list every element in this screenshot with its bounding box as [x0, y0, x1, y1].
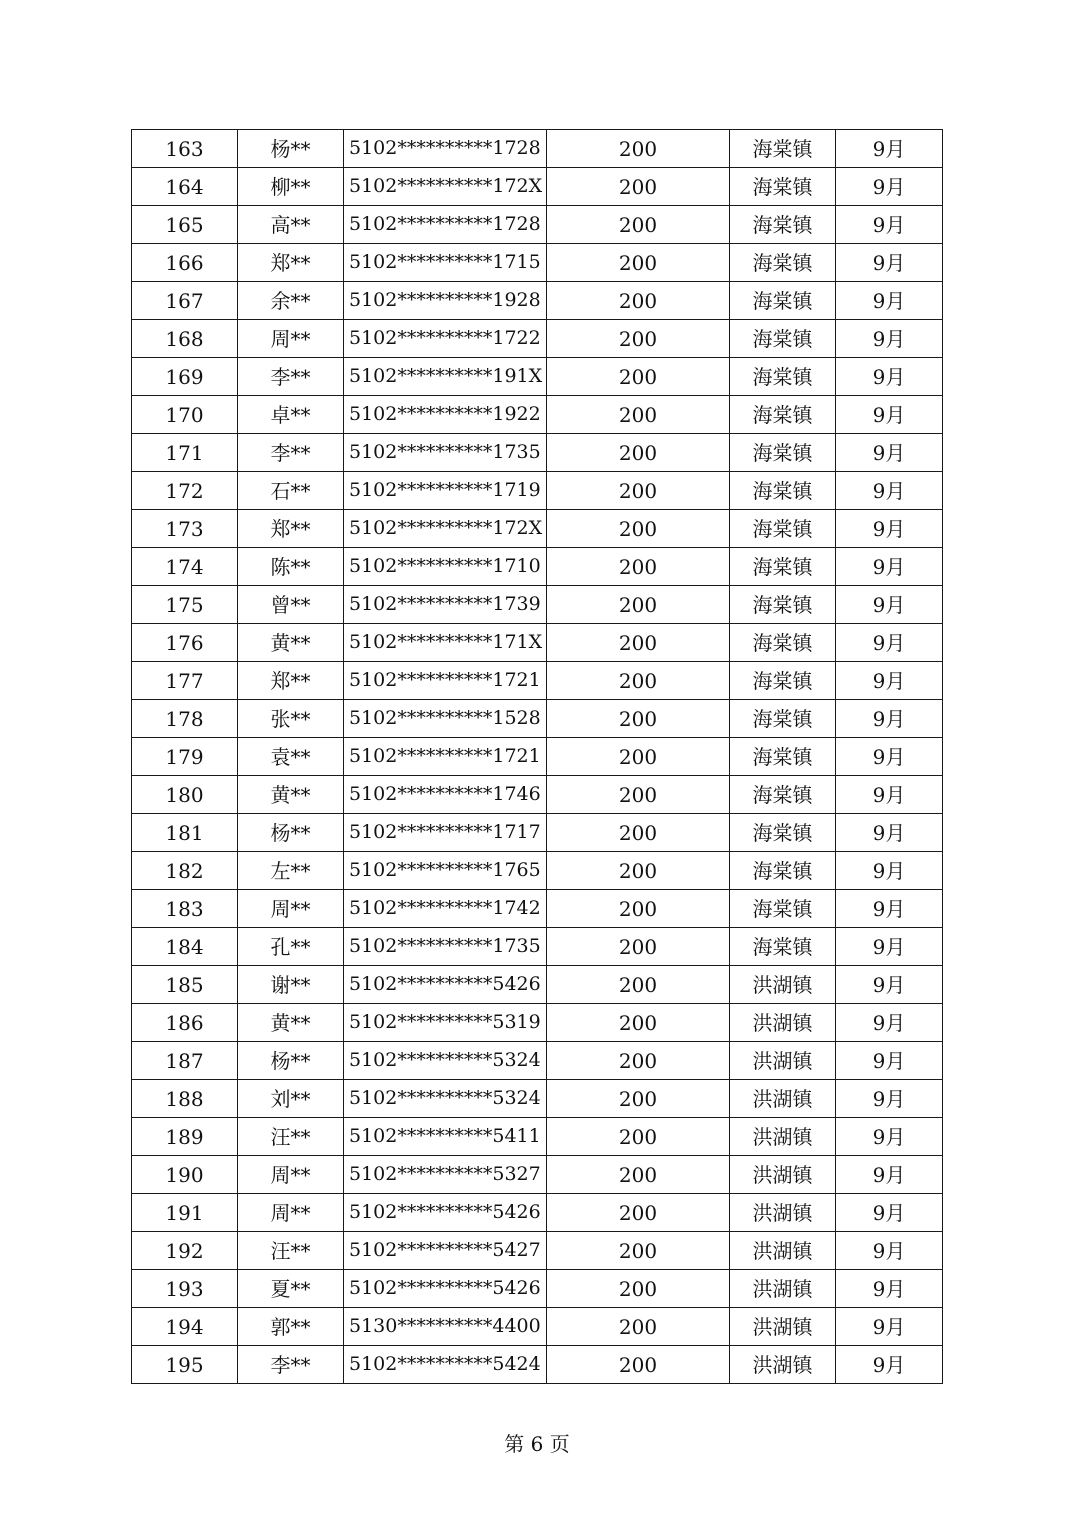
cell-month: 9月 — [836, 1042, 943, 1080]
cell-index: 175 — [132, 586, 238, 624]
table-row — [132, 434, 943, 472]
cell-month: 9月 — [836, 1194, 943, 1232]
cell-index: 186 — [132, 1004, 238, 1042]
cell-month: 9月 — [836, 510, 943, 548]
cell-index: 169 — [132, 358, 238, 396]
cell-name: 石** — [238, 472, 344, 510]
cell-index: 167 — [132, 282, 238, 320]
cell-index: 163 — [132, 130, 238, 168]
cell-amount: 200 — [547, 966, 730, 1004]
cell-id-number: 5102**********5426 — [344, 1194, 547, 1232]
table-row — [132, 586, 943, 624]
cell-name: 杨** — [238, 814, 344, 852]
cell-month: 9月 — [836, 586, 943, 624]
cell-index: 192 — [132, 1232, 238, 1270]
cell-amount: 200 — [547, 662, 730, 700]
cell-id-number: 5102**********1719 — [344, 472, 547, 510]
table-row — [132, 1042, 943, 1080]
table-row — [132, 738, 943, 776]
cell-name: 杨** — [238, 1042, 344, 1080]
cell-id-number: 5102**********1746 — [344, 776, 547, 814]
cell-id-number: 5102**********1722 — [344, 320, 547, 358]
cell-month: 9月 — [836, 244, 943, 282]
cell-amount: 200 — [547, 320, 730, 358]
table-row — [132, 510, 943, 548]
cell-index: 191 — [132, 1194, 238, 1232]
cell-month: 9月 — [836, 1156, 943, 1194]
cell-id-number: 5102**********5324 — [344, 1042, 547, 1080]
cell-id-number: 5102**********5426 — [344, 966, 547, 1004]
table-row — [132, 624, 943, 662]
cell-id-number: 5102**********1922 — [344, 396, 547, 434]
cell-town: 海棠镇 — [730, 662, 836, 700]
cell-month: 9月 — [836, 206, 943, 244]
cell-name: 周** — [238, 1156, 344, 1194]
cell-index: 166 — [132, 244, 238, 282]
cell-month: 9月 — [836, 434, 943, 472]
cell-name: 李** — [238, 1346, 344, 1384]
cell-town: 海棠镇 — [730, 282, 836, 320]
cell-name: 卓** — [238, 396, 344, 434]
cell-name: 李** — [238, 434, 344, 472]
table-row — [132, 890, 943, 928]
cell-amount: 200 — [547, 130, 730, 168]
cell-town: 海棠镇 — [730, 928, 836, 966]
cell-name: 刘** — [238, 1080, 344, 1118]
cell-month: 9月 — [836, 168, 943, 206]
cell-town: 海棠镇 — [730, 776, 836, 814]
cell-amount: 200 — [547, 814, 730, 852]
cell-amount: 200 — [547, 358, 730, 396]
cell-town: 洪湖镇 — [730, 1156, 836, 1194]
table-row — [132, 282, 943, 320]
cell-name: 周** — [238, 1194, 344, 1232]
cell-index: 179 — [132, 738, 238, 776]
cell-month: 9月 — [836, 548, 943, 586]
cell-id-number: 5102**********5424 — [344, 1346, 547, 1384]
cell-name: 黄** — [238, 1004, 344, 1042]
cell-town: 洪湖镇 — [730, 1118, 836, 1156]
cell-index: 184 — [132, 928, 238, 966]
cell-town: 海棠镇 — [730, 168, 836, 206]
cell-id-number: 5102**********1728 — [344, 206, 547, 244]
cell-month: 9月 — [836, 662, 943, 700]
cell-name: 黄** — [238, 624, 344, 662]
cell-amount: 200 — [547, 510, 730, 548]
cell-index: 164 — [132, 168, 238, 206]
cell-town: 海棠镇 — [730, 206, 836, 244]
cell-id-number: 5102**********5426 — [344, 1270, 547, 1308]
cell-name: 周** — [238, 890, 344, 928]
cell-month: 9月 — [836, 320, 943, 358]
cell-id-number: 5102**********1765 — [344, 852, 547, 890]
cell-town: 海棠镇 — [730, 434, 836, 472]
table-row — [132, 1156, 943, 1194]
cell-town: 洪湖镇 — [730, 1346, 836, 1384]
cell-name: 郑** — [238, 662, 344, 700]
table-row — [132, 1346, 943, 1384]
cell-name: 汪** — [238, 1232, 344, 1270]
cell-month: 9月 — [836, 700, 943, 738]
table-row — [132, 966, 943, 1004]
cell-month: 9月 — [836, 282, 943, 320]
cell-month: 9月 — [836, 396, 943, 434]
cell-id-number: 5102**********1735 — [344, 434, 547, 472]
cell-index: 165 — [132, 206, 238, 244]
cell-town: 海棠镇 — [730, 624, 836, 662]
cell-amount: 200 — [547, 1080, 730, 1118]
cell-id-number: 5102**********1528 — [344, 700, 547, 738]
cell-index: 174 — [132, 548, 238, 586]
cell-town: 海棠镇 — [730, 890, 836, 928]
cell-id-number: 5102**********1928 — [344, 282, 547, 320]
cell-amount: 200 — [547, 776, 730, 814]
cell-month: 9月 — [836, 1232, 943, 1270]
cell-month: 9月 — [836, 1080, 943, 1118]
table-row — [132, 130, 943, 168]
cell-name: 李** — [238, 358, 344, 396]
cell-month: 9月 — [836, 1270, 943, 1308]
cell-town: 海棠镇 — [730, 320, 836, 358]
cell-name: 郑** — [238, 510, 344, 548]
cell-amount: 200 — [547, 852, 730, 890]
table-row — [132, 472, 943, 510]
cell-name: 周** — [238, 320, 344, 358]
cell-index: 171 — [132, 434, 238, 472]
cell-index: 168 — [132, 320, 238, 358]
cell-amount: 200 — [547, 1004, 730, 1042]
cell-town: 海棠镇 — [730, 396, 836, 434]
table-row — [132, 1118, 943, 1156]
cell-town: 海棠镇 — [730, 510, 836, 548]
table-row — [132, 852, 943, 890]
cell-name: 郑** — [238, 244, 344, 282]
table-row — [132, 358, 943, 396]
cell-index: 173 — [132, 510, 238, 548]
cell-amount: 200 — [547, 1308, 730, 1346]
cell-amount: 200 — [547, 890, 730, 928]
cell-id-number: 5102**********191X — [344, 358, 547, 396]
table-body — [132, 130, 943, 1384]
cell-town: 海棠镇 — [730, 814, 836, 852]
cell-town: 海棠镇 — [730, 548, 836, 586]
table-row — [132, 1194, 943, 1232]
table-row — [132, 1004, 943, 1042]
cell-name: 曾** — [238, 586, 344, 624]
cell-amount: 200 — [547, 1346, 730, 1384]
cell-id-number: 5102**********5324 — [344, 1080, 547, 1118]
cell-name: 汪** — [238, 1118, 344, 1156]
cell-index: 176 — [132, 624, 238, 662]
cell-amount: 200 — [547, 434, 730, 472]
table-row — [132, 1232, 943, 1270]
cell-amount: 200 — [547, 472, 730, 510]
cell-town: 海棠镇 — [730, 130, 836, 168]
cell-name: 谢** — [238, 966, 344, 1004]
cell-index: 180 — [132, 776, 238, 814]
table-row — [132, 168, 943, 206]
cell-name: 余** — [238, 282, 344, 320]
cell-month: 9月 — [836, 776, 943, 814]
cell-id-number: 5102**********1710 — [344, 548, 547, 586]
cell-index: 194 — [132, 1308, 238, 1346]
cell-amount: 200 — [547, 624, 730, 662]
cell-id-number: 5102**********1735 — [344, 928, 547, 966]
cell-name: 张** — [238, 700, 344, 738]
cell-month: 9月 — [836, 1308, 943, 1346]
cell-town: 洪湖镇 — [730, 1194, 836, 1232]
cell-month: 9月 — [836, 738, 943, 776]
cell-index: 182 — [132, 852, 238, 890]
cell-town: 洪湖镇 — [730, 1270, 836, 1308]
cell-index: 190 — [132, 1156, 238, 1194]
cell-name: 夏** — [238, 1270, 344, 1308]
table-row — [132, 244, 943, 282]
table-row — [132, 548, 943, 586]
cell-name: 高** — [238, 206, 344, 244]
cell-amount: 200 — [547, 206, 730, 244]
cell-month: 9月 — [836, 928, 943, 966]
cell-town: 洪湖镇 — [730, 1308, 836, 1346]
cell-town: 海棠镇 — [730, 586, 836, 624]
cell-id-number: 5102**********1721 — [344, 738, 547, 776]
cell-amount: 200 — [547, 1232, 730, 1270]
cell-index: 185 — [132, 966, 238, 1004]
cell-id-number: 5102**********171X — [344, 624, 547, 662]
table-row — [132, 776, 943, 814]
cell-id-number: 5102**********1742 — [344, 890, 547, 928]
cell-id-number: 5102**********1715 — [344, 244, 547, 282]
cell-id-number: 5102**********1739 — [344, 586, 547, 624]
cell-town: 洪湖镇 — [730, 1042, 836, 1080]
cell-name: 陈** — [238, 548, 344, 586]
cell-amount: 200 — [547, 1270, 730, 1308]
cell-index: 178 — [132, 700, 238, 738]
cell-id-number: 5130**********4400 — [344, 1308, 547, 1346]
page-number: 第 6 页 — [504, 1432, 570, 1456]
table-row — [132, 700, 943, 738]
cell-index: 195 — [132, 1346, 238, 1384]
cell-town: 洪湖镇 — [730, 1232, 836, 1270]
cell-month: 9月 — [836, 130, 943, 168]
cell-id-number: 5102**********5319 — [344, 1004, 547, 1042]
cell-index: 193 — [132, 1270, 238, 1308]
cell-town: 海棠镇 — [730, 700, 836, 738]
cell-id-number: 5102**********5411 — [344, 1118, 547, 1156]
table-row — [132, 662, 943, 700]
cell-town: 海棠镇 — [730, 358, 836, 396]
cell-id-number: 5102**********5427 — [344, 1232, 547, 1270]
cell-town: 海棠镇 — [730, 244, 836, 282]
cell-index: 172 — [132, 472, 238, 510]
cell-month: 9月 — [836, 966, 943, 1004]
cell-index: 188 — [132, 1080, 238, 1118]
cell-town: 海棠镇 — [730, 738, 836, 776]
cell-amount: 200 — [547, 1042, 730, 1080]
cell-amount: 200 — [547, 586, 730, 624]
cell-amount: 200 — [547, 738, 730, 776]
cell-name: 柳** — [238, 168, 344, 206]
cell-id-number: 5102**********1717 — [344, 814, 547, 852]
table-row — [132, 814, 943, 852]
table-row — [132, 320, 943, 358]
cell-town: 洪湖镇 — [730, 1004, 836, 1042]
cell-name: 袁** — [238, 738, 344, 776]
cell-name: 黄** — [238, 776, 344, 814]
cell-id-number: 5102**********5327 — [344, 1156, 547, 1194]
cell-month: 9月 — [836, 1004, 943, 1042]
cell-name: 左** — [238, 852, 344, 890]
cell-amount: 200 — [547, 396, 730, 434]
table-row — [132, 1308, 943, 1346]
cell-month: 9月 — [836, 814, 943, 852]
cell-town: 海棠镇 — [730, 852, 836, 890]
cell-index: 181 — [132, 814, 238, 852]
cell-index: 189 — [132, 1118, 238, 1156]
cell-id-number: 5102**********172X — [344, 510, 547, 548]
cell-amount: 200 — [547, 1156, 730, 1194]
recipient-table — [131, 129, 943, 1384]
cell-town: 海棠镇 — [730, 472, 836, 510]
cell-month: 9月 — [836, 890, 943, 928]
cell-index: 177 — [132, 662, 238, 700]
table-row — [132, 206, 943, 244]
cell-month: 9月 — [836, 1346, 943, 1384]
cell-name: 孔** — [238, 928, 344, 966]
cell-name: 郭** — [238, 1308, 344, 1346]
table-row — [132, 928, 943, 966]
cell-index: 183 — [132, 890, 238, 928]
cell-town: 洪湖镇 — [730, 1080, 836, 1118]
cell-month: 9月 — [836, 358, 943, 396]
cell-month: 9月 — [836, 624, 943, 662]
cell-amount: 200 — [547, 700, 730, 738]
cell-month: 9月 — [836, 1118, 943, 1156]
table-row — [132, 1080, 943, 1118]
cell-id-number: 5102**********1721 — [344, 662, 547, 700]
cell-town: 洪湖镇 — [730, 966, 836, 1004]
cell-name: 杨** — [238, 130, 344, 168]
cell-amount: 200 — [547, 244, 730, 282]
cell-amount: 200 — [547, 928, 730, 966]
cell-amount: 200 — [547, 1194, 730, 1232]
cell-amount: 200 — [547, 1118, 730, 1156]
cell-id-number: 5102**********1728 — [344, 130, 547, 168]
cell-index: 170 — [132, 396, 238, 434]
table-row — [132, 396, 943, 434]
table-row — [132, 1270, 943, 1308]
cell-month: 9月 — [836, 852, 943, 890]
cell-index: 187 — [132, 1042, 238, 1080]
cell-amount: 200 — [547, 548, 730, 586]
cell-id-number: 5102**********172X — [344, 168, 547, 206]
cell-month: 9月 — [836, 472, 943, 510]
cell-amount: 200 — [547, 282, 730, 320]
cell-amount: 200 — [547, 168, 730, 206]
